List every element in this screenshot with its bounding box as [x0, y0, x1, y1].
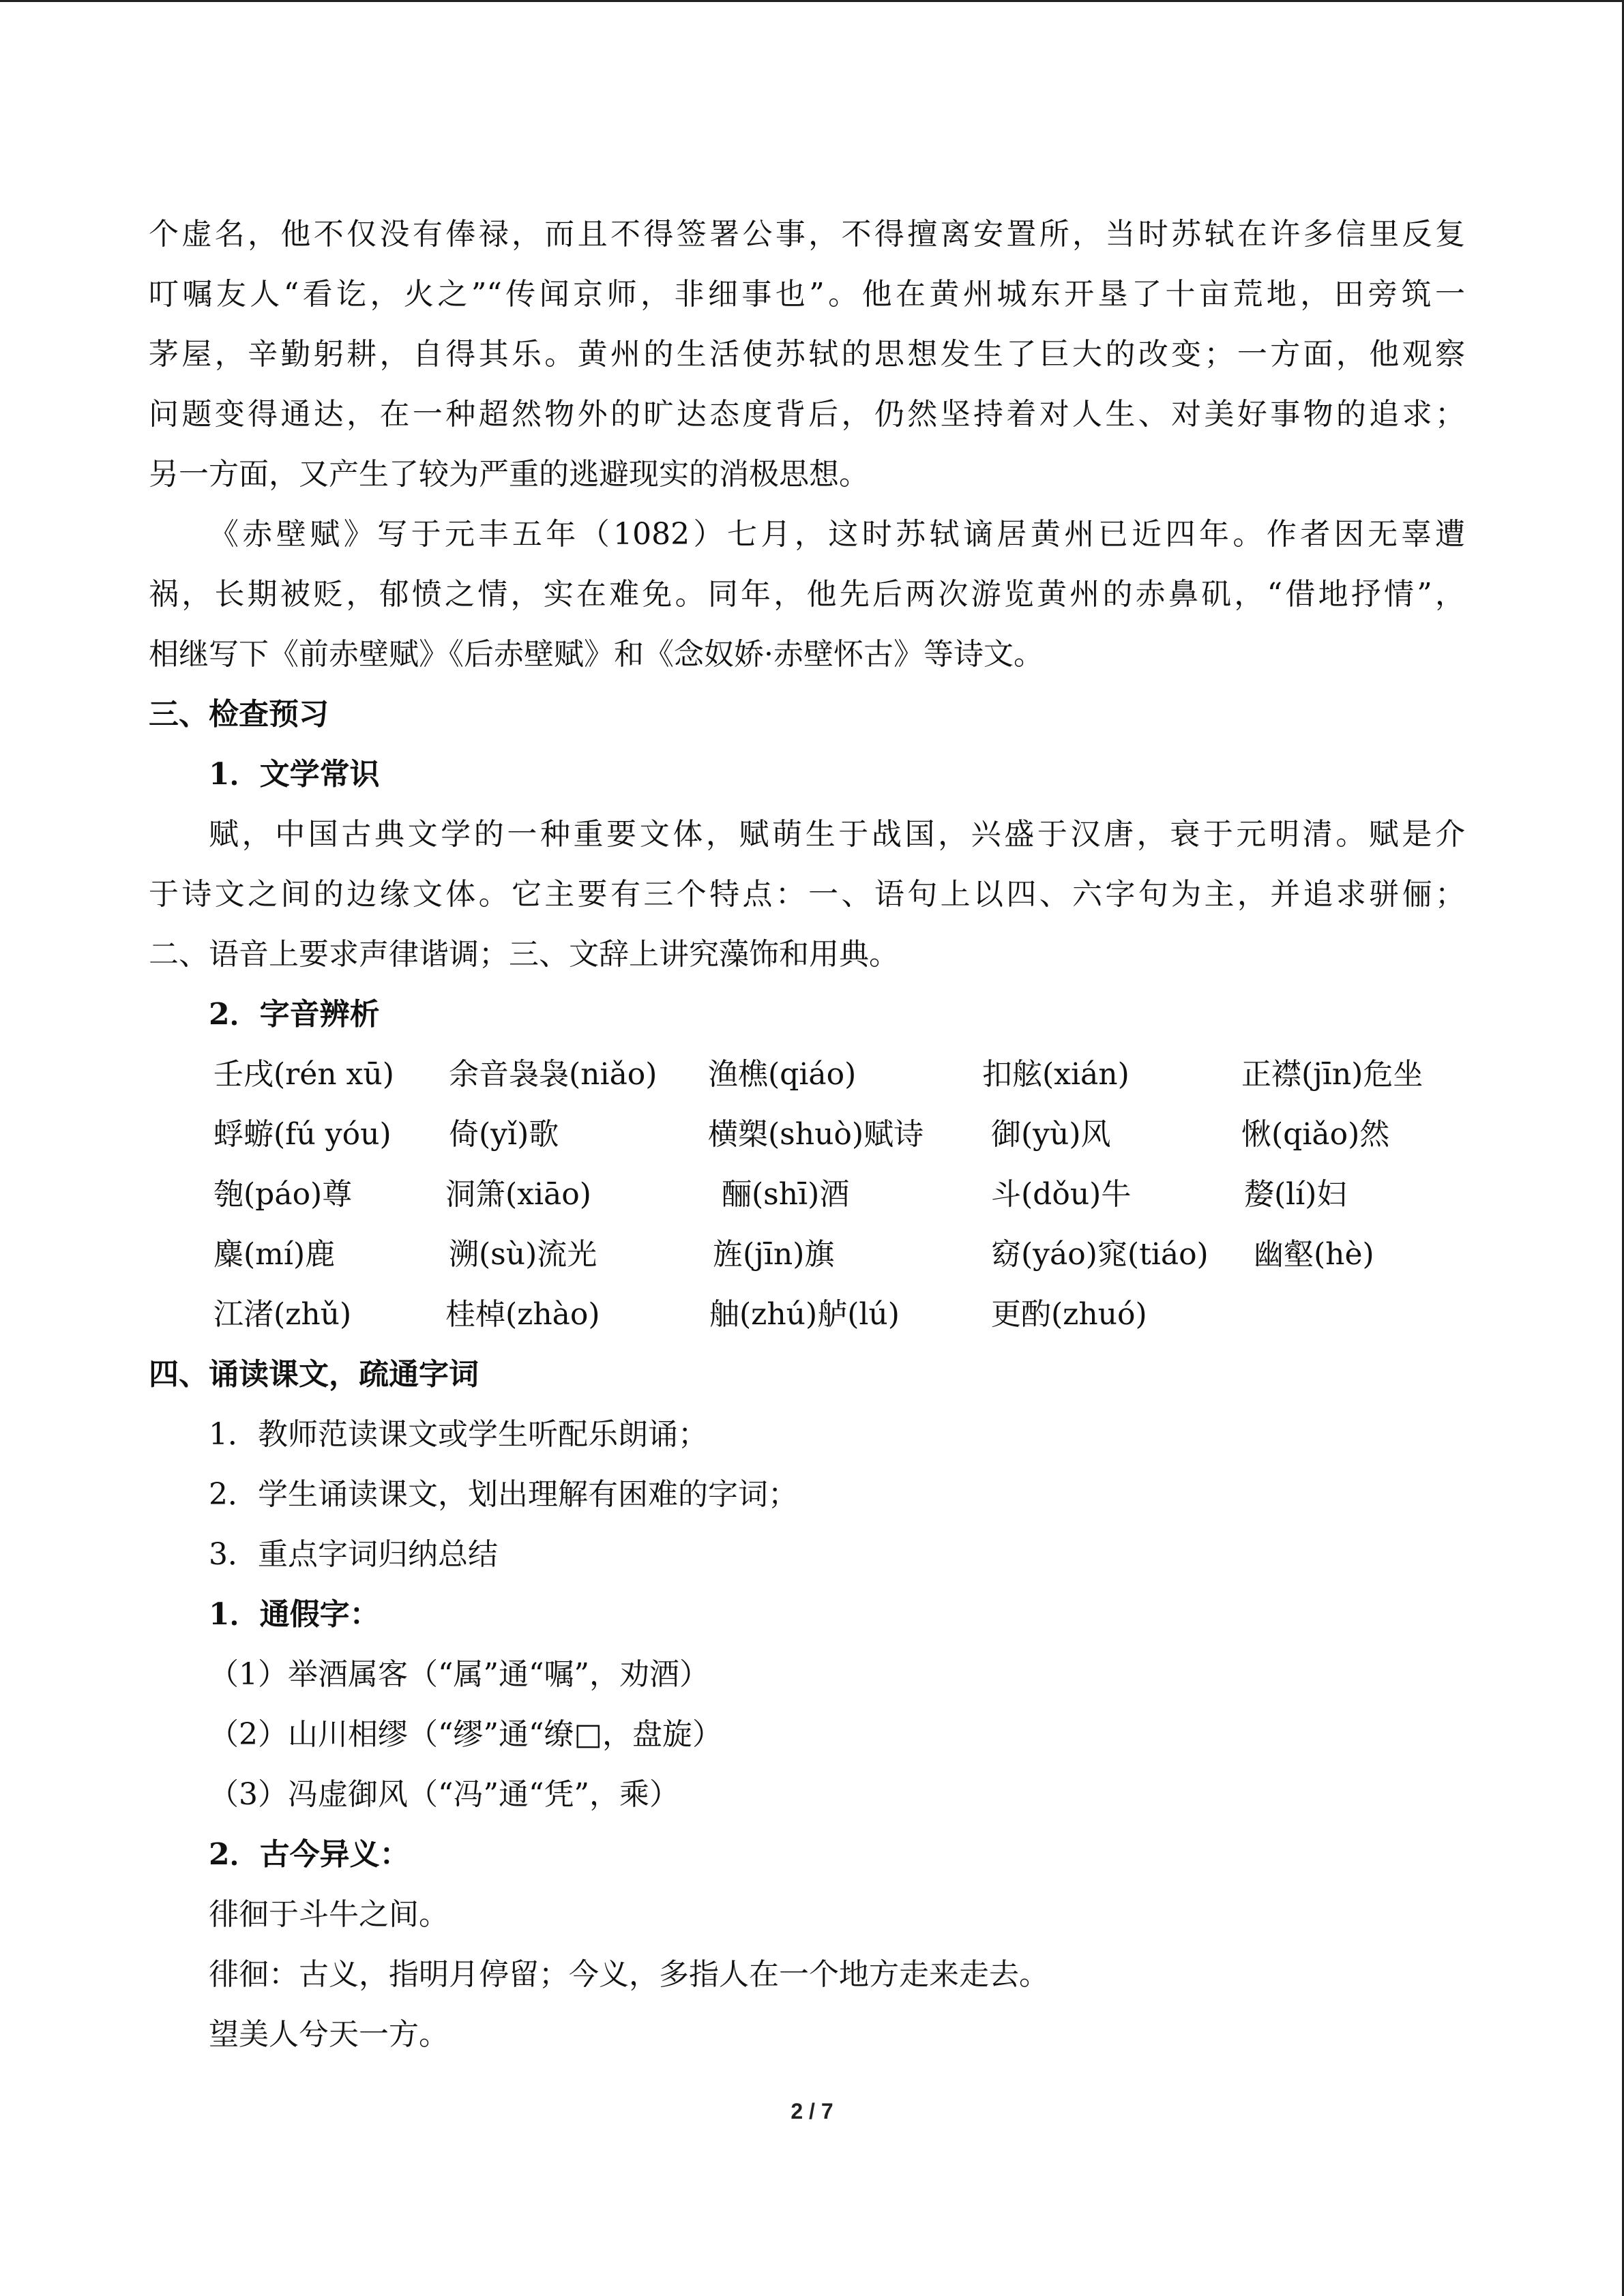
document-body: [149, 205, 1465, 2065]
pronunciation-item: 溯(sù)流光: [449, 1237, 597, 1272]
pronunciation-item: 更酌(zhuó): [991, 1297, 1147, 1332]
tongjia-item: （1）举酒属客（“属”通“嘱”，劝酒）: [209, 1657, 709, 1692]
explanation-line: 徘徊：古义，指明月停留；今义，多指人在一个地方走来走去。: [209, 1957, 1049, 1992]
pronunciation-item: 蜉蝣(fú yóu): [213, 1117, 392, 1152]
subsection-heading: 2．古今异义：: [209, 1837, 410, 1872]
paragraph-line: 祸，长期被贬，郁愤之情，实在难免。同年，他先后两次游览黄州的赤鼻矶，“借地抒情”，: [149, 577, 1465, 612]
pronunciation-item: 舳(zhú)舻(lú): [709, 1297, 900, 1332]
pronunciation-item: 幽壑(hè): [1254, 1237, 1374, 1272]
section-heading: 四、诵读课文，疏通字词: [149, 1357, 479, 1392]
pronunciation-item: 斗(dǒu)牛: [991, 1177, 1132, 1212]
pronunciation-item: 江渚(zhǔ): [213, 1297, 352, 1332]
pronunciation-item: 酾(shī)酒: [722, 1177, 850, 1212]
page-border-top: [0, 0, 1624, 2]
section-heading: 三、检查预习: [149, 697, 329, 732]
tongjia-item: （2）山川相缪（“缪”通“缭□，盘旋）: [209, 1717, 723, 1752]
pronunciation-item: 麋(mí)鹿: [213, 1237, 336, 1272]
pronunciation-item: 窈(yáo)窕(tiáo): [991, 1237, 1209, 1272]
pronunciation-item: 御(yù)风: [991, 1117, 1111, 1152]
pronunciation-item: 扣舷(xián): [982, 1057, 1130, 1092]
step-item: 2．学生诵读课文，划出理解有困难的字词；: [209, 1477, 798, 1512]
pronunciation-item: 正襟(jīn)危坐: [1241, 1057, 1423, 1092]
paragraph-line: 二、语音上要求声律谐调；三、文辞上讲究藻饰和用典。: [149, 937, 899, 972]
page-number: 2 / 7: [791, 2099, 833, 2123]
pronunciation-item: 旌(jīn)旗: [713, 1237, 835, 1272]
paragraph-line: 赋，中国古典文学的一种重要文体，赋萌生于战国，兴盛于汉唐，衰于元明清。赋是介: [209, 817, 1465, 852]
tongjia-item: （3）冯虚御风（“冯”通“凭”，乘）: [209, 1777, 679, 1812]
subsection-heading: 1．文学常识: [209, 757, 380, 792]
pronunciation-item: 嫠(lí)妇: [1244, 1177, 1347, 1212]
paragraph-line: 《赤壁赋》写于元丰五年（1082）七月，这时苏轼谪居黄州已近四年。作者因无辜遭: [209, 517, 1465, 552]
pronunciation-row: [149, 1285, 1465, 1345]
paragraph-line: 相继写下《前赤壁赋》《后赤壁赋》和《念奴娇·赤壁怀古》等诗文。: [149, 637, 1044, 672]
step-item: 1．教师范读课文或学生听配乐朗诵；: [209, 1417, 708, 1452]
paragraph-line: 茅屋，辛勤躬耕，自得其乐。黄州的生活使苏轼的思想发生了巨大的改变；一方面，他观察: [149, 337, 1465, 372]
example-sentence: 望美人兮天一方。: [209, 2017, 449, 2052]
pronunciation-row: [149, 1105, 1465, 1165]
pronunciation-item: 横槊(shuò)赋诗: [708, 1117, 924, 1152]
pronunciation-row: [149, 1045, 1465, 1105]
paragraph-line: 叮嘱友人“看讫，火之”“传闻京师，非细事也”。他在黄州城东开垦了十亩荒地，田旁筑一: [149, 277, 1465, 312]
subsection-heading: 2．字音辨析: [209, 997, 380, 1032]
pronunciation-item: 壬戌(rén xū): [213, 1057, 394, 1092]
pronunciation-item: 余音袅袅(niǎo): [449, 1057, 658, 1092]
pronunciation-row: [149, 1225, 1465, 1285]
pronunciation-table: [149, 1045, 1465, 1345]
paragraph-line: 个虚名，他不仅没有俸禄，而且不得签署公事，不得擅离安置所，当时苏轼在许多信里反复: [149, 217, 1465, 252]
paragraph-line: 于诗文之间的边缘文体。它主要有三个特点：一、语句上以四、六字句为主，并追求骈俪；: [149, 877, 1465, 912]
pronunciation-item: 渔樵(qiáo): [708, 1057, 857, 1092]
pronunciation-item: 匏(páo)尊: [213, 1177, 353, 1212]
pronunciation-item: 倚(yǐ)歌: [449, 1117, 559, 1152]
pronunciation-item: 桂棹(zhào): [445, 1297, 600, 1332]
paragraph-line: 问题变得通达，在一种超然物外的旷达态度背后，仍然坚持着对人生、对美好事物的追求；: [149, 397, 1465, 432]
step-item: 3．重点字词归纳总结: [209, 1537, 498, 1572]
pronunciation-item: 愀(qiǎo)然: [1241, 1117, 1390, 1152]
paragraph-line: 另一方面，又产生了较为严重的逃避现实的消极思想。: [149, 457, 869, 492]
subsection-heading: 1．通假字：: [209, 1597, 380, 1632]
example-sentence: 徘徊于斗牛之间。: [209, 1897, 449, 1932]
pronunciation-row: [149, 1165, 1465, 1225]
pronunciation-item: 洞箫(xiāo): [445, 1177, 591, 1212]
